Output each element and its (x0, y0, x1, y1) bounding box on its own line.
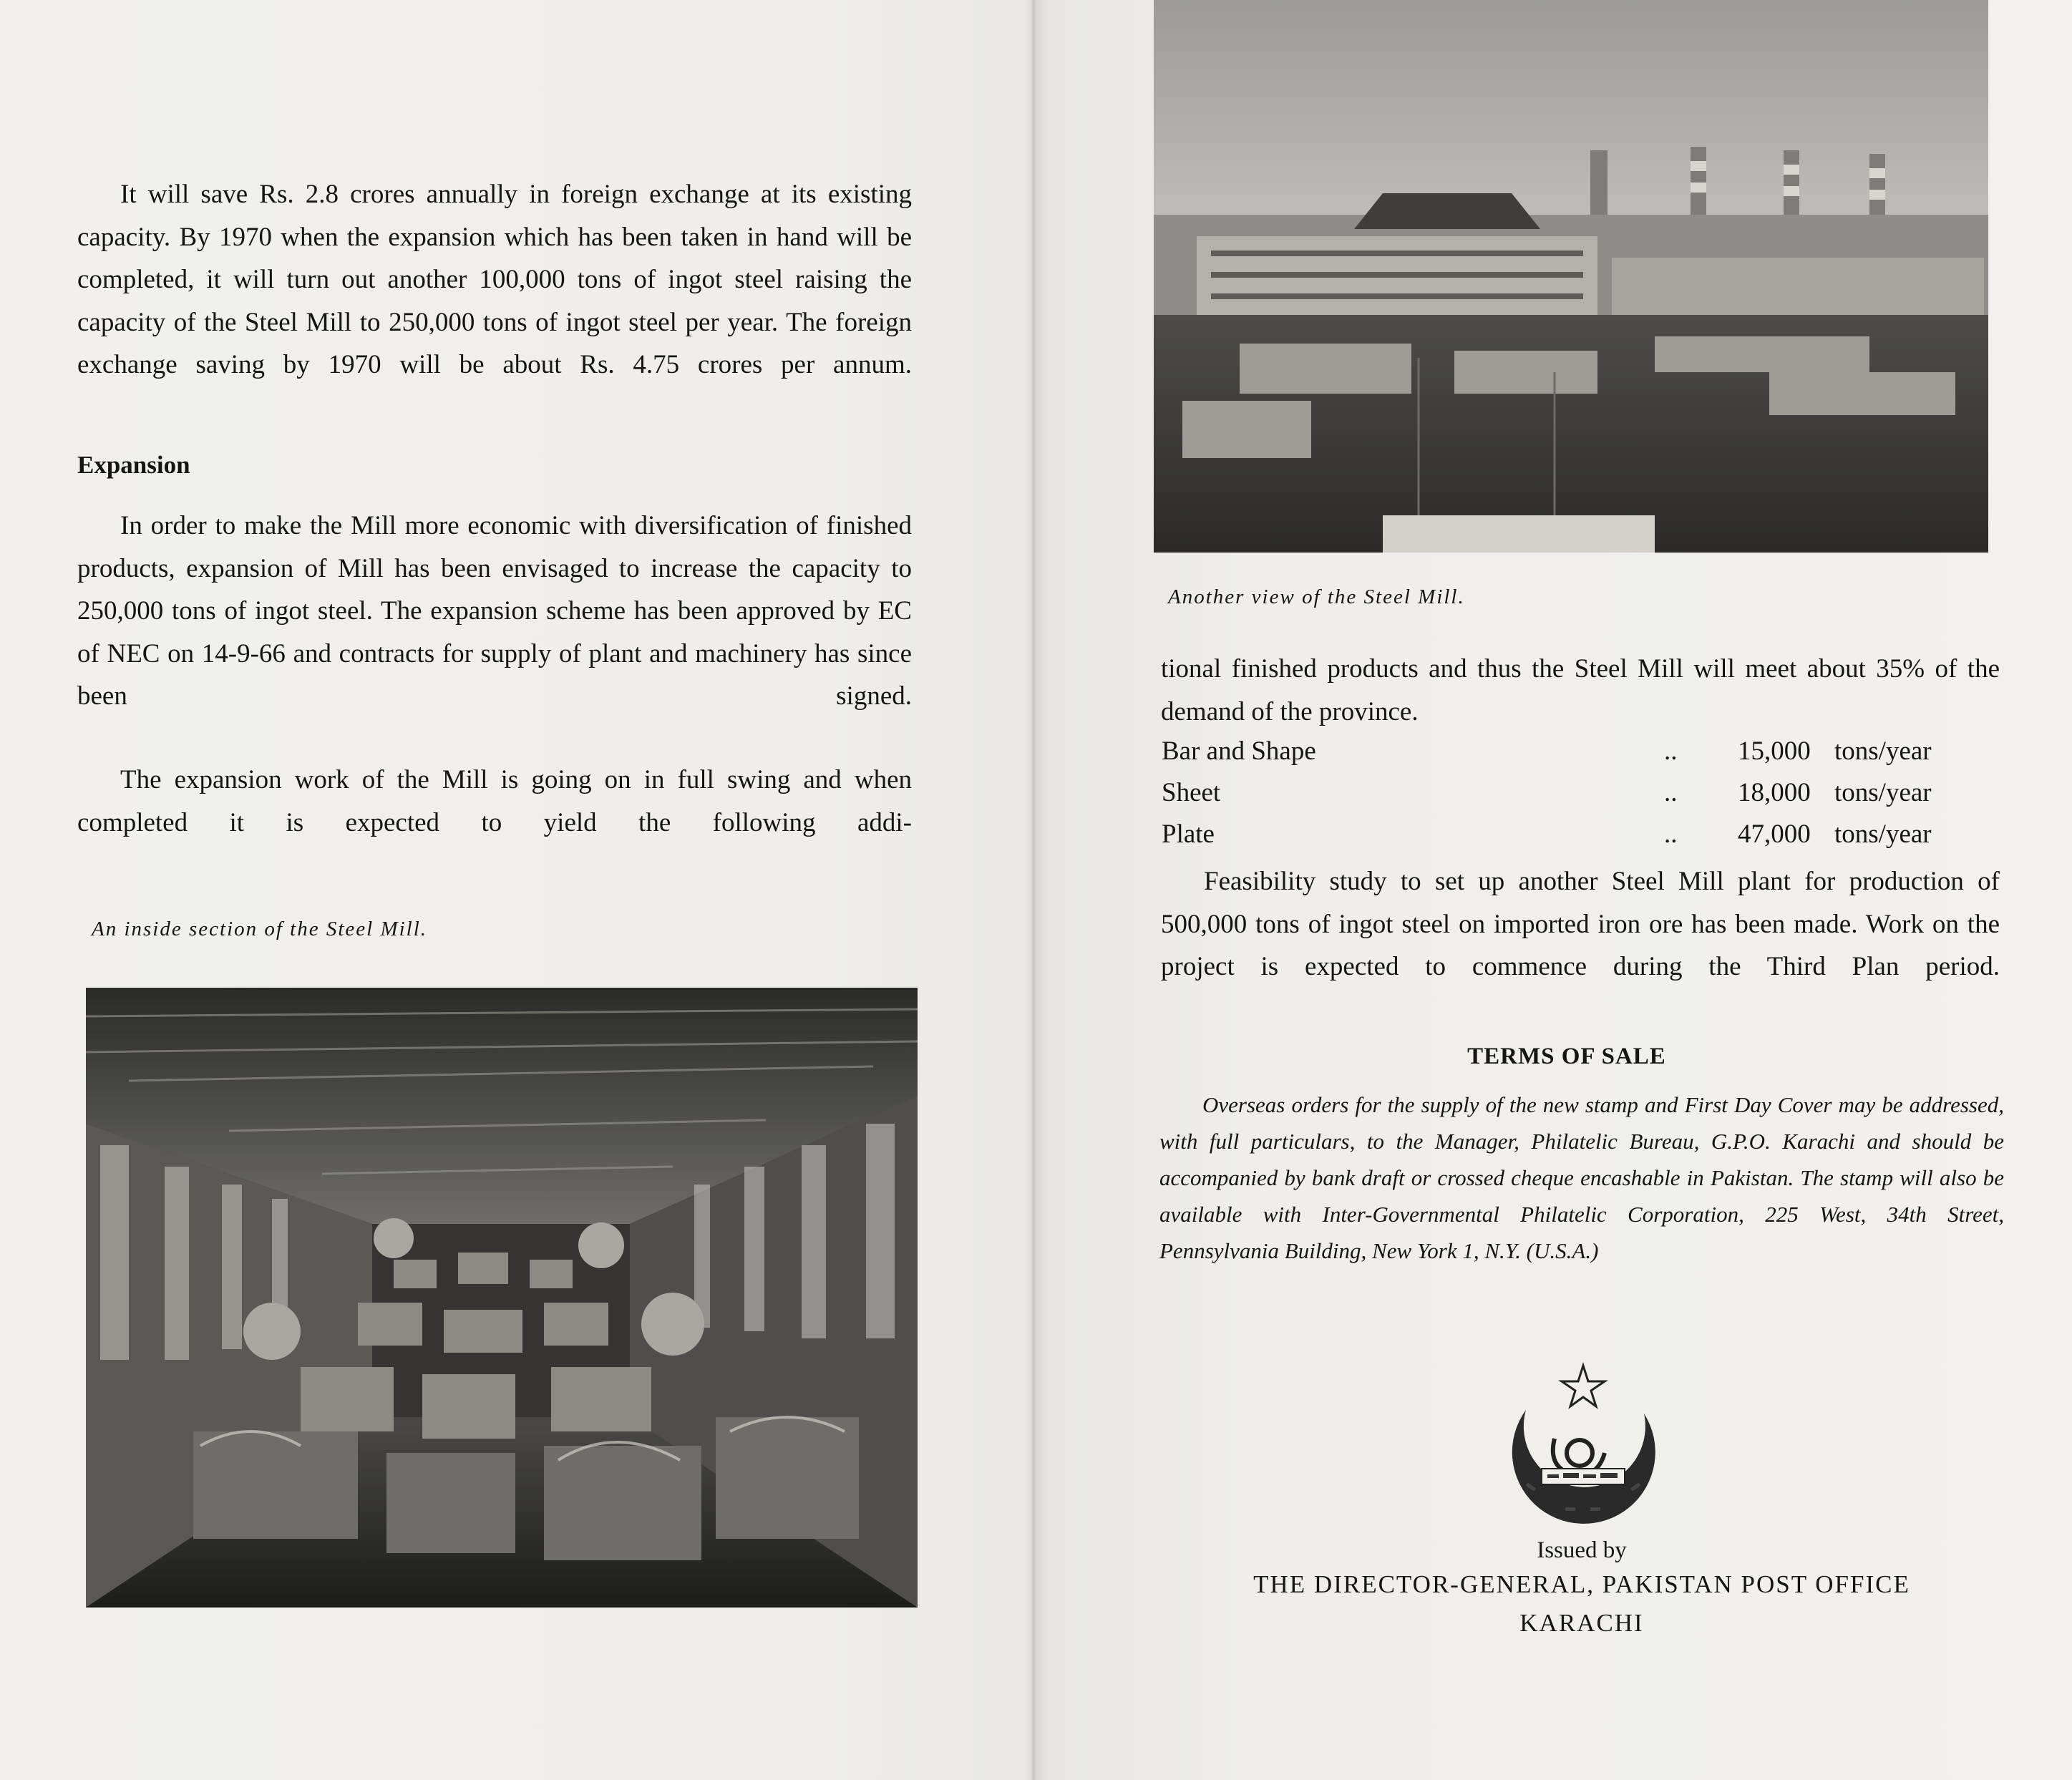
another-view-caption: Another view of the Steel Mill. (1168, 585, 1465, 608)
left-paragraph-expansion: In order to make the Mill more economic with diversification of finished products, expansion of Mill has been envisaged to increase the capacity to 250,000 tons of ingot steel. The expansion scheme has been approved by EC of NEC on 14-9-66 and contracts for supply of plant and machinery has since been signed. (77, 511, 912, 711)
product-row-plate (1162, 819, 1955, 860)
post-horn-crescent-icon (1497, 1360, 1669, 1532)
issued-by-label: Issued by (1537, 1537, 1627, 1563)
product-quantity: 18,000 (1738, 778, 1811, 807)
steel-mill-exterior-photo (1154, 0, 1988, 553)
right-paragraph-demand: tional finished products and thus the Steel Mill will meet about 35% of the demand of the province. (1161, 654, 2000, 726)
product-quantity: 47,000 (1738, 820, 1811, 849)
interior-photo-graphic (86, 988, 918, 1608)
product-name: Sheet (1162, 778, 1221, 807)
product-unit: tons/year (1834, 736, 1932, 766)
product-name: Bar and Shape (1162, 736, 1316, 766)
issuer-city: KARACHI (1519, 1609, 1644, 1637)
steel-mill-interior-photo (86, 988, 918, 1608)
product-unit: tons/year (1834, 820, 1932, 849)
exterior-photo-graphic (1154, 0, 1988, 553)
center-fold (1031, 0, 1036, 1780)
expansion-heading: Expansion (77, 451, 190, 479)
leader-dots: .. (1664, 820, 1678, 849)
left-paragraph-foreign-exchange: It will save Rs. 2.8 crores annually in foreign exchange at its existing capacity. By 1970 when the expansion which has been taken in hand will be completed, it will turn out another 100,000 tons of ingot steel raising the capacity of the Steel Mill to 250,000 tons of ingot steel per year. The foreign exchange saving by 1970 will be about Rs. 4.75 crores per annum. (77, 180, 912, 379)
product-quantity: 15,000 (1738, 736, 1811, 766)
product-unit: tons/year (1834, 778, 1932, 807)
issuer-name: THE DIRECTOR-GENERAL, PAKISTAN POST OFFICE (1253, 1570, 1910, 1598)
inside-section-caption: An inside section of the Steel Mill. (92, 918, 428, 940)
product-name: Plate (1162, 820, 1215, 849)
right-paragraph-feasibility: Feasibility study to set up another Steel Mill plant for production of 500,000 tons of ingot steel on imported iron ore has been made. Work on the project is expected to commence during the Third Plan period. (1161, 867, 2000, 981)
terms-of-sale-text: Overseas orders for the supply of the new stamp and First Day Cover may be addressed, with full particulars, to the Manager, Philatelic Bureau, G.P.O. Karachi and should be accompanied by bank draft or crossed cheque encashable in Pakistan. The stamp will also be available with Inter-Governmental Philatelic Corporation, 225 West, 34th Street, Pennsylvania Building, New York 1, N.Y. (U.S.A.) (1159, 1092, 2004, 1263)
left-paragraph-expansion-work: The expansion work of the Mill is going on in full swing and when completed it is expected to yield the following addi- (77, 765, 912, 837)
product-row-sheet (1162, 777, 1955, 819)
terms-of-sale-heading: TERMS OF SALE (1467, 1044, 1666, 1069)
leader-dots: .. (1664, 736, 1678, 766)
leader-dots: .. (1664, 778, 1678, 807)
product-row-bar-and-shape (1162, 736, 1955, 777)
pakistan-post-emblem (1497, 1360, 1669, 1532)
